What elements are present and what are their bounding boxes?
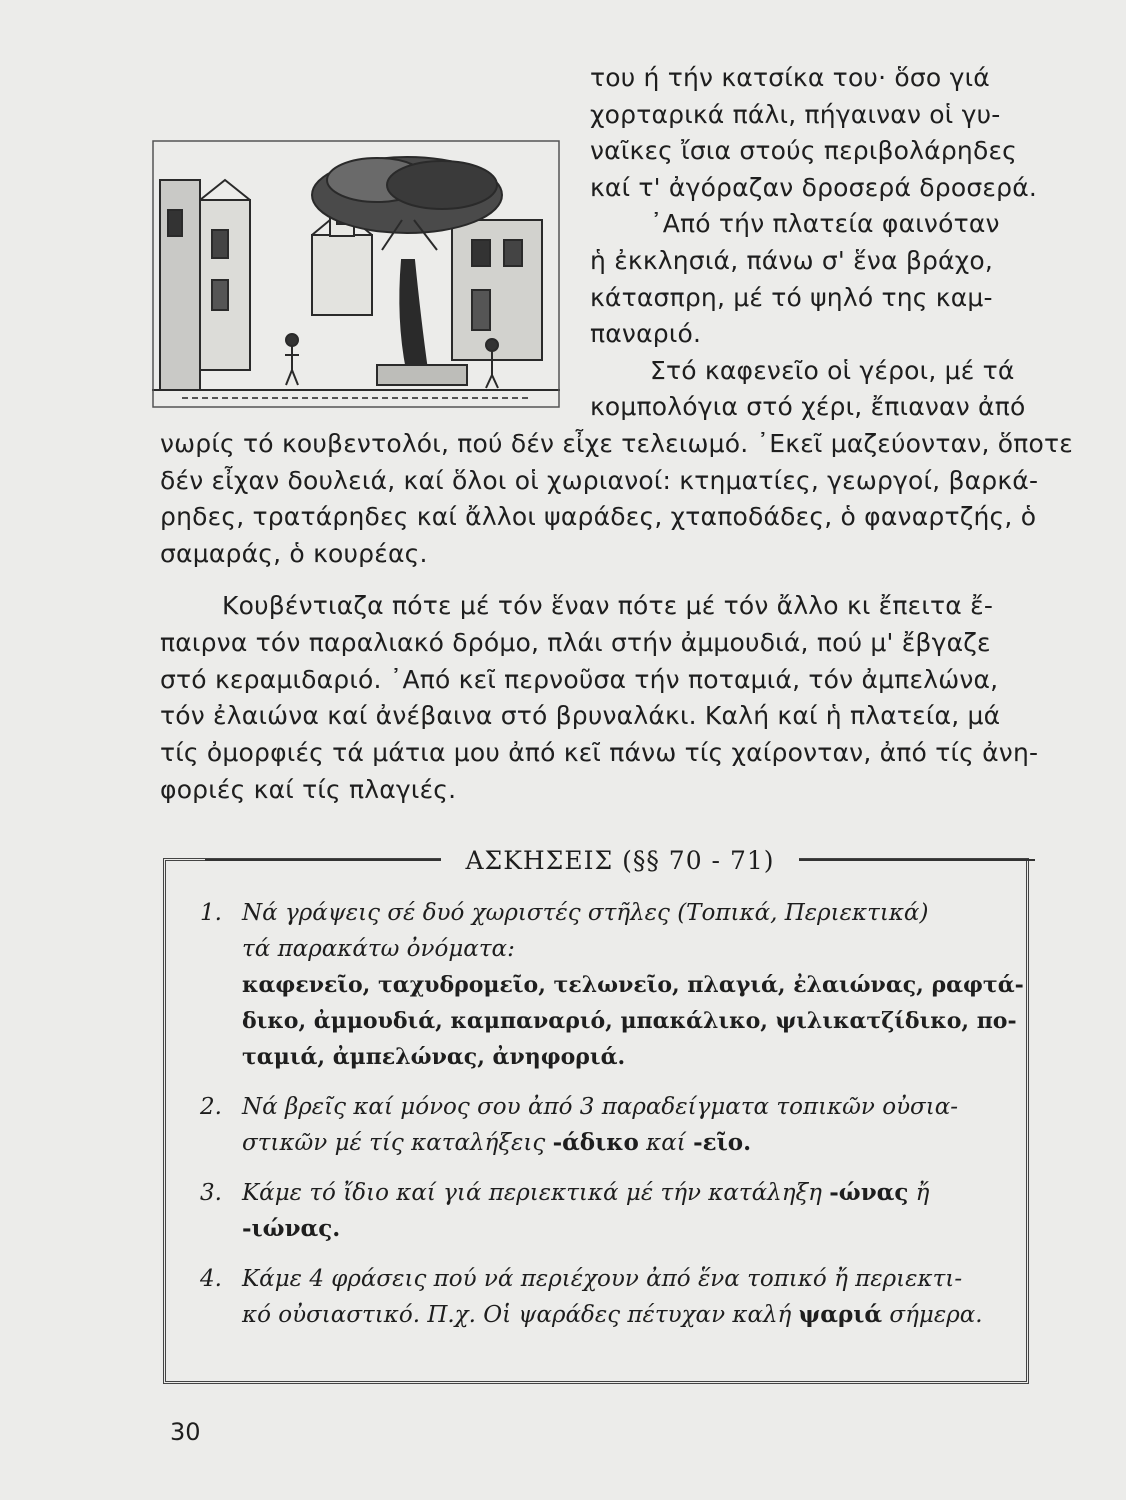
exercise-word-list: δικο, ἀμμουδιά, καμπαναριό, μπακάλικο, ψιλικατζίδικο, πο- <box>242 1008 1017 1034</box>
exercise-text-line <box>242 1125 1015 1161</box>
exercise-number: 1. <box>200 900 222 926</box>
exercise-text-line <box>242 1175 1015 1211</box>
text-line: ᾿Από τήν πλατεία φαινόταν <box>650 209 1000 239</box>
text-line: σαμαράς, ὁ κουρέας. <box>160 538 428 568</box>
text-line: ἡ ἐκκλησιά, πάνω σ' ἕνα βράχο, <box>590 245 994 275</box>
text-line: του ή τήν κατσίκα του· ὅσο γιά <box>590 63 990 92</box>
exercise-number: 2. <box>200 1094 222 1120</box>
exercise-number: 4. <box>200 1266 222 1292</box>
exercise-text: κό οὐσιαστικό. Π.χ. Οἱ ψαράδες πέτυχαν καλή <box>242 1302 799 1328</box>
text-line: παιρνα τόν παραλιακό δρόμο, πλάι στήν ἀμμουδιά, πού μ' ἔβγαζε <box>160 627 991 657</box>
exercise-number: 3. <box>200 1180 222 1206</box>
exercise-text: τά παρακάτω ὀνόματα: <box>242 936 515 962</box>
text-line: κάτασπρη, μέ τό ψηλό της καμ- <box>590 282 993 312</box>
text-line: Στό καφενεῖο οἱ γέροι, μέ τά <box>650 355 1015 385</box>
text-line: κομπολόγια στό χέρι, ἔπιαναν ἀπό <box>590 392 1026 422</box>
exercise-word-list: ταμιά, ἀμπελώνας, ἀνηφοριά. <box>242 1044 626 1070</box>
paragraph-2 <box>160 588 1040 809</box>
heading-rule-right <box>799 859 1035 861</box>
text-line: τόν ἐλαιώνα καί ἀνέβαινα στό βρυναλάκι. Καλή καί ἡ πλατεία, μά <box>160 701 1001 731</box>
exercise-text: στικῶν μέ τίς καταλήξεις <box>242 1130 553 1156</box>
exercise-text: Κάμε 4 φράσεις πού νά περιέχουν ἀπό ἕνα τοπικό ἤ περιεκτι- <box>242 1266 963 1292</box>
exercise-text-line <box>242 1211 1015 1247</box>
paragraph-1-continuation <box>160 426 1073 572</box>
suffix-highlight: -εῖο. <box>693 1129 752 1156</box>
village-square-illustration <box>152 140 560 408</box>
top-right-text-block <box>590 60 1050 426</box>
heading-rule-left <box>205 859 441 861</box>
text-line: παναριό. <box>590 319 702 349</box>
exercises-title: ΑΣΚΗΣΕΙΣ (§§ 70 - 71) <box>441 846 798 875</box>
exercise-text: ἤ <box>908 1180 930 1206</box>
text-line: χορταρικά πάλι, πήγαιναν οἱ γυ- <box>590 99 1001 129</box>
text-line: τίς ὀμορφιές τά μάτια μου ἀπό κεῖ πάνω τίς χαίρονταν, ἀπό τίς ἀνη- <box>160 738 1039 768</box>
exercise-text-line <box>242 1297 1015 1333</box>
suffix-highlight: -άδικο <box>552 1129 639 1156</box>
page-number: 30 <box>170 1418 201 1446</box>
text-line: νωρίς τό κουβεντολόι, πού δέν εἶχε τελειωμό. ᾿Εκεῖ μαζεύονταν, ὅποτε <box>160 429 1073 458</box>
exercise-word-list: καφενεῖο, ταχυδρομεῖο, τελωνεῖο, πλαγιά, ἐλαιώνας, ραφτά- <box>242 972 1024 998</box>
suffix-highlight: -ώνας <box>829 1179 909 1206</box>
exercise-item <box>195 895 1024 1075</box>
exercise-item <box>195 1175 1015 1247</box>
exercise-item <box>195 1261 1015 1333</box>
exercises-heading-row <box>205 840 1035 880</box>
exercise-text: Νά βρεῖς καί μόνος σου ἀπό 3 παραδείγματα τοπικῶν οὐσια- <box>242 1094 959 1120</box>
exercise-text: Κάμε τό ἴδιο καί γιά περιεκτικά μέ τήν κατάληξη <box>242 1180 830 1206</box>
text-line: καί τ' ἀγόραζαν δροσερά δροσερά. <box>590 172 1038 202</box>
exercise-text: καί <box>638 1130 694 1156</box>
exercise-text: Νά γράψεις σέ δυό χωριστές στῆλες (Τοπικά, Περιεκτικά) <box>242 900 929 926</box>
suffix-highlight: -ιώνας. <box>242 1215 341 1242</box>
text-line: φοριές καί τίς πλαγιές. <box>160 774 457 804</box>
text-line: ναῖκες ἴσια στούς περιβολάρηδες <box>590 136 1018 166</box>
exercises-list <box>195 895 1024 1347</box>
exercise-item <box>195 1089 1015 1161</box>
text-line: στό κεραμιδαριό. ᾿Από κεῖ περνοῦσα τήν ποταμιά, τόν ἀμπελώνα, <box>160 664 999 694</box>
text-line: δέν εἶχαν δουλειά, καί ὅλοι οἱ χωριανοί: κτηματίες, γεωργοί, βαρκά- <box>160 465 1039 495</box>
exercise-text: σήμερα. <box>882 1302 983 1328</box>
text-line: Κουβέντιαζα πότε μέ τόν ἕναν πότε μέ τόν ἄλλο κι ἔπειτα ἔ- <box>222 591 994 620</box>
text-line: ρηδες, τρατάρηδες καί ἄλλοι ψαράδες, χταποδάδες, ὁ φαναρτζής, ὁ <box>160 502 1037 532</box>
example-highlight: ψαριά <box>798 1301 883 1328</box>
